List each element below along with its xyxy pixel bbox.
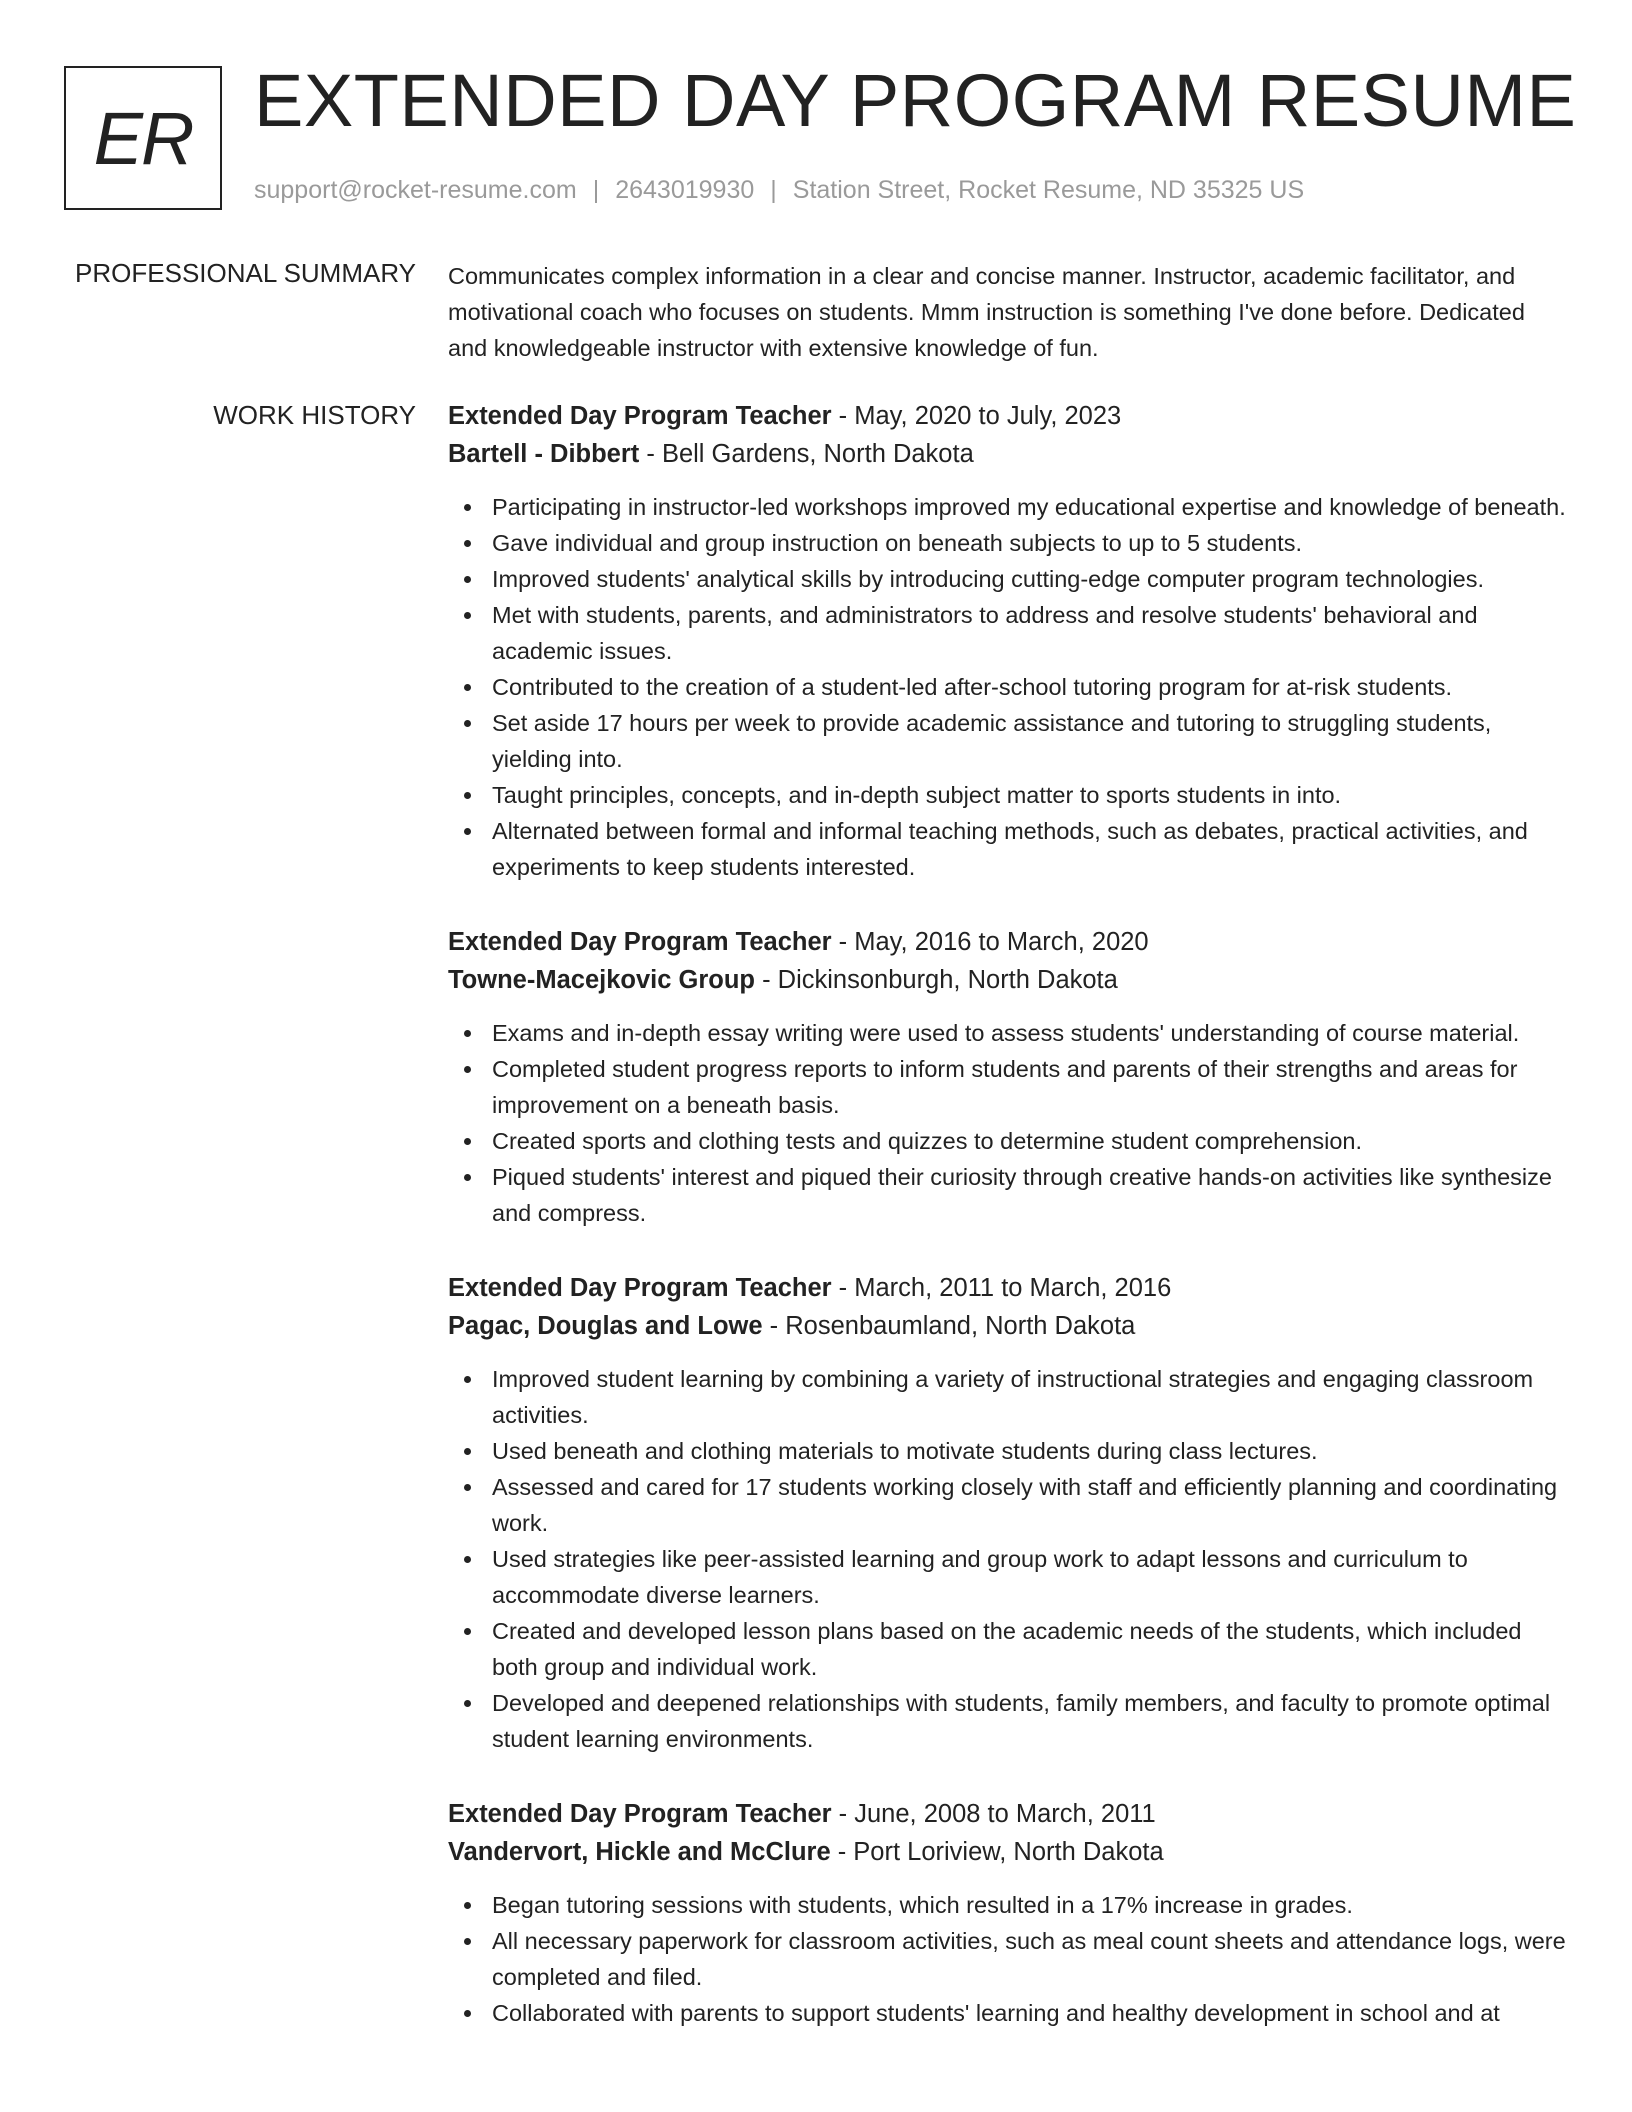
- job-bullet: Taught principles, concepts, and in-depth subject matter to sports students in into.: [448, 777, 1568, 813]
- job-bullet: Completed student progress reports to inform students and parents of their strengths and areas for improvement on a beneath basis.: [448, 1051, 1568, 1123]
- job-bullet: Exams and in-depth essay writing were used to assess students' understanding of course material.: [448, 1015, 1568, 1051]
- job-title-line: [448, 1795, 1568, 1833]
- job-entry: [448, 1269, 1568, 1757]
- contact-separator: |: [770, 176, 777, 204]
- contact-address: Station Street, Rocket Resume, ND 35325 US: [792, 176, 1305, 204]
- contact-phone: 2643019930: [615, 176, 755, 204]
- job-title-line: [448, 397, 1568, 435]
- job-location: - Dickinsonburgh, North Dakota: [755, 966, 1118, 994]
- job-bullet: Created sports and clothing tests and quizzes to determine student comprehension.: [448, 1123, 1568, 1159]
- job-bullet: Assessed and cared for 17 students working closely with staff and efficiently planning and coordinating work.: [448, 1469, 1568, 1541]
- job-location: - Port Loriview, North Dakota: [830, 1838, 1164, 1866]
- job-dates: - May, 2020 to July, 2023: [831, 402, 1122, 430]
- job-bullet: Contributed to the creation of a student-led after-school tutoring program for at-risk students.: [448, 669, 1568, 705]
- job-bullet: Began tutoring sessions with students, which resulted in a 17% increase in grades.: [448, 1887, 1568, 1923]
- job-bullet: Piqued students' interest and piqued their curiosity through creative hands-on activities like synthesize and compress.: [448, 1159, 1568, 1231]
- job-bullet: Created and developed lesson plans based on the academic needs of the students, which included both group and individual work.: [448, 1613, 1568, 1685]
- job-title-line: [448, 1269, 1568, 1307]
- job-company-line: [448, 961, 1568, 999]
- job-location: - Bell Gardens, North Dakota: [639, 440, 974, 468]
- job-company: Bartell - Dibbert: [448, 440, 640, 468]
- job-bullet: Used beneath and clothing materials to motivate students during class lectures.: [448, 1433, 1568, 1469]
- job-bullet-list: [448, 1887, 1568, 2031]
- work-history-section-label: WORK HISTORY: [213, 400, 416, 430]
- job-title: Extended Day Program Teacher: [448, 928, 832, 956]
- job-bullet: Improved student learning by combining a variety of instructional strategies and engaging classroom activities.: [448, 1361, 1568, 1433]
- job-company: Vandervort, Hickle and McClure: [448, 1838, 831, 1866]
- contact-email: support@rocket-resume.com: [254, 176, 577, 204]
- job-entry: [448, 397, 1568, 885]
- summary-text: Communicates complex information in a clear and concise manner. Instructor, academic facilitator, and motivational coach who focuses on students. Mmm instruction is something I've done before. Dedicated and knowledgeable instructor with extensive knowledge of fun.: [448, 263, 1525, 361]
- job-company: Pagac, Douglas and Lowe: [448, 1312, 763, 1340]
- job-company: Towne-Macejkovic Group: [448, 966, 755, 994]
- resume-title: EXTENDED DAY PROGRAM RESUME: [254, 59, 1577, 142]
- monogram-logo: ER: [64, 66, 222, 210]
- job-bullet: Improved students' analytical skills by introducing cutting-edge computer program technologies.: [448, 561, 1568, 597]
- job-bullet: All necessary paperwork for classroom activities, such as meal count sheets and attendance logs, were completed and filed.: [448, 1923, 1568, 1995]
- job-bullet: Gave individual and group instruction on beneath subjects to up to 5 students.: [448, 525, 1568, 561]
- job-dates: - March, 2011 to March, 2016: [831, 1274, 1172, 1302]
- job-entry: [448, 923, 1568, 1231]
- job-location: - Rosenbaumland, North Dakota: [762, 1312, 1136, 1340]
- job-bullet-list: [448, 489, 1568, 885]
- job-company-line: [448, 435, 1568, 473]
- job-bullet: Developed and deepened relationships with students, family members, and faculty to promote optimal student learning environments.: [448, 1685, 1568, 1757]
- job-bullet: Set aside 17 hours per week to provide academic assistance and tutoring to struggling students, yielding into.: [448, 705, 1568, 777]
- job-company-line: [448, 1833, 1568, 1871]
- job-bullet: Alternated between formal and informal teaching methods, such as debates, practical activities, and experiments to keep students interested.: [448, 813, 1568, 885]
- job-entry: [448, 1795, 1568, 2031]
- job-bullet: Collaborated with parents to support students' learning and healthy development in school and at: [448, 1995, 1568, 2031]
- contact-separator: |: [592, 176, 600, 204]
- contact-line: [254, 176, 1304, 205]
- job-dates: - June, 2008 to March, 2011: [831, 1800, 1156, 1828]
- job-bullet: Participating in instructor-led workshops improved my educational expertise and knowledge of beneath.: [448, 489, 1568, 525]
- job-bullet-list: [448, 1015, 1568, 1231]
- job-dates: - May, 2016 to March, 2020: [831, 928, 1149, 956]
- summary-section-label: PROFESSIONAL SUMMARY: [75, 258, 416, 288]
- job-title: Extended Day Program Teacher: [448, 402, 832, 430]
- job-company-line: [448, 1307, 1568, 1345]
- job-title: Extended Day Program Teacher: [448, 1274, 832, 1302]
- job-title: Extended Day Program Teacher: [448, 1800, 832, 1828]
- job-bullet: Met with students, parents, and administrators to address and resolve students' behavioral and academic issues.: [448, 597, 1568, 669]
- job-title-line: [448, 923, 1568, 961]
- job-bullet: Used strategies like peer-assisted learning and group work to adapt lessons and curriculum to accommodate diverse learners.: [448, 1541, 1568, 1613]
- job-bullet-list: [448, 1361, 1568, 1757]
- work-history-list: [448, 397, 1568, 2069]
